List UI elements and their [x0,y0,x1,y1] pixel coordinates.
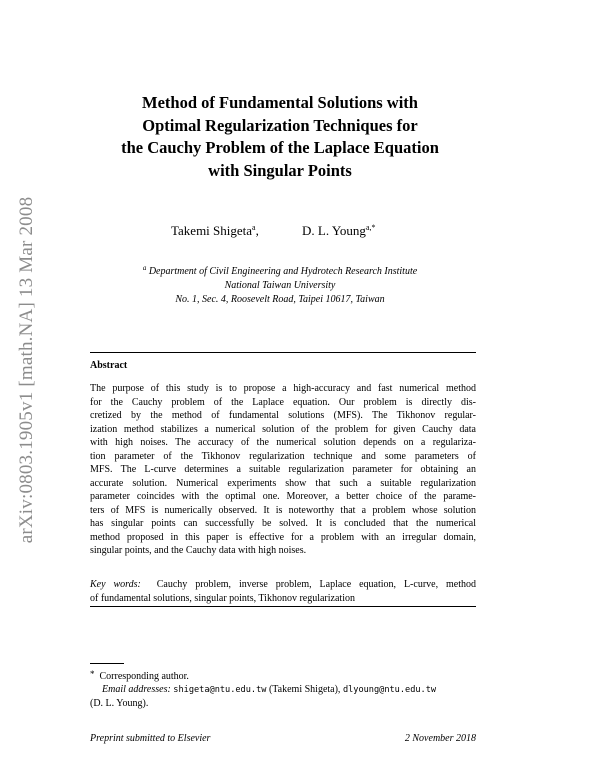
author-name: Takemi Shigeta [171,223,253,238]
keywords-line: Key words: Cauchy problem, inverse problem, Laplace equation, L-curve, method [90,579,477,590]
footnote-rule [90,663,124,664]
abstract-line: MFS. The L-curve determines a suitable regularization parameter for obtaining an [90,464,476,475]
abstract-line: parameter coincides with the optimal one. Moreover, a better choice of the parame- [90,491,476,502]
keywords-block [90,578,476,605]
abstract-line: ters of MFS is numerically observed. It is noteworthy that a problem whose solution [90,504,476,516]
title-line: Method of Fundamental Solutions with [142,93,418,112]
abstract-line: cretized by the method of fundamental solutions (MFS). The Tikhonov regular- [90,410,476,421]
author-shigeta [171,223,259,239]
footer-date: 2 November 2018 [404,733,476,744]
author-young [302,223,376,239]
affiliation-mark: a,* [365,223,376,232]
abstract-line: ization method stabilizes a numerical solution of the problem for given Cauchy data [90,423,476,435]
arxiv-identifier: arXiv:0803.1905v1 [math.NA] 13 Mar 2008 [16,196,37,544]
email-link[interactable]: shigeta@ntu.edu.tw [173,685,267,695]
footnote-corresponding: * Corresponding author. [90,669,189,682]
affiliation-line: National Taiwan University [224,280,336,291]
affiliation-block [70,261,490,307]
abstract-heading: Abstract [90,360,128,371]
affiliation-line: No. 1, Sec. 4, Roosevelt Road, Taipei 10617, Taiwan [175,294,385,305]
affiliation-mark: a [252,223,256,232]
author-name: D. L. Young [302,223,366,238]
paper-title [70,92,490,182]
email-link[interactable]: dlyoung@ntu.edu.tw [342,685,437,695]
footnote-emails: Email addresses: shigeta@ntu.edu.tw (Takemi Shigeta), dlyoung@ntu.edu.tw [102,684,437,695]
title-line: Optimal Regularization Techniques for [142,115,418,135]
footnotes [90,668,490,710]
arxiv-sidebar [0,0,52,776]
keywords-label: Key words: [90,579,141,590]
abstract-body [90,382,476,558]
abstract-line: accurate solution. Numerical experiments show that such a suitable regularization [90,477,476,489]
title-line: with Singular Points [208,160,352,180]
abstract-line: tion parameter of the Tikhonov regularization technique and some parameters of [90,450,476,462]
abstract-line: The purpose of this study is to propose a high-accuracy and fast numerical method [90,383,476,394]
affiliation-mark: a [142,264,147,272]
abstract-line: with high noises. The accuracy of the numerical solution depends on a regulariza- [90,437,476,448]
abstract-top-rule [90,352,476,353]
footnote-emails-cont: (D. L. Young). [90,698,149,709]
abstract-line: has singular points can successfully be solved. It is concluded that the numerical [90,518,476,529]
abstract-line: for the Cauchy problem of the Laplace equation. Our problem is directly dis- [90,396,476,408]
abstract-bottom-rule [90,606,476,607]
affiliation-line: $^a$ Department of Civil Engineering and Hydrotech Research Institute [142,264,418,277]
abstract-line: singular points, and the Cauchy data with high noises. [90,545,307,556]
abstract-line: method proposed in this paper is effective for a problem with an irregular domain, [90,531,476,543]
author-separator: , [255,223,259,238]
footer-preprint: Preprint submitted to Elsevier [90,733,211,744]
keywords-line: of fundamental solutions, singular points, Tikhonov regularization [90,592,355,604]
email-label: Email addresses: [102,684,171,695]
title-line: the Cauchy Problem of the Laplace Equation [121,138,439,157]
